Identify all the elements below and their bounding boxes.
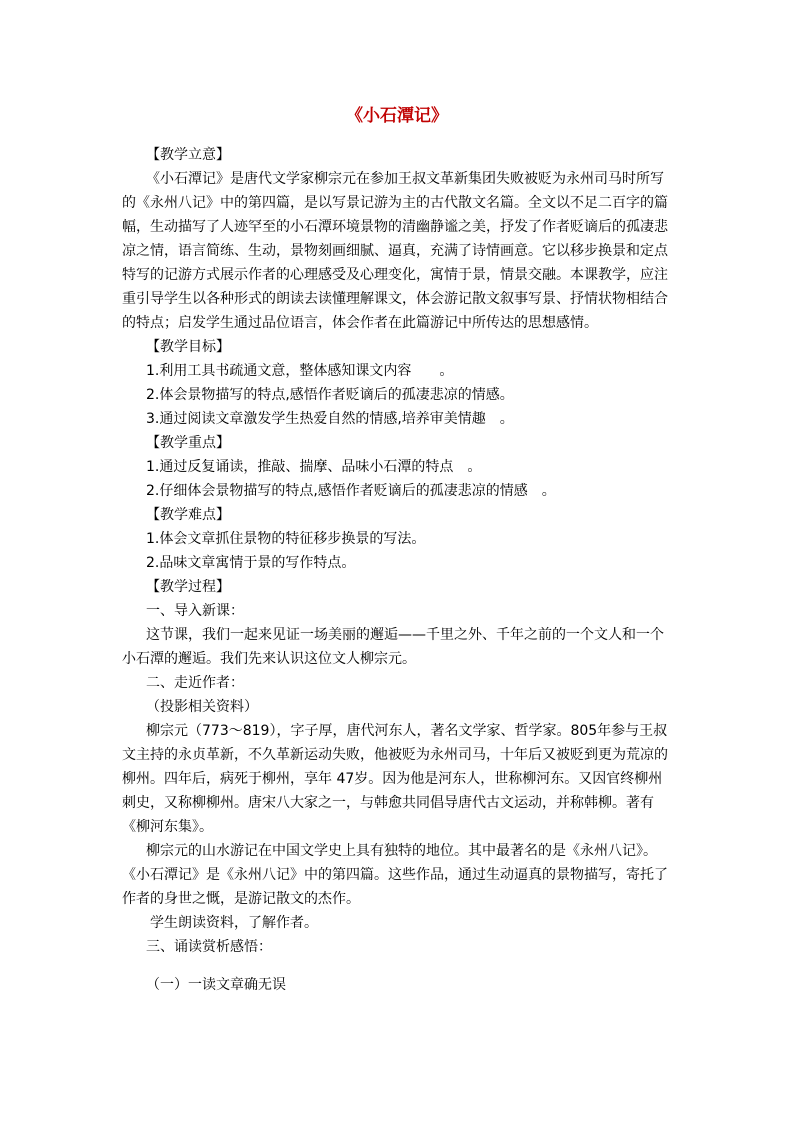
list-item: 1.利用工具书疏通文意，整体感知课文内容 。 <box>146 363 454 379</box>
paragraph-line: 《柳河东集》。 <box>122 819 213 835</box>
list-item: 3.通过阅读文章激发学生热爱自然的情感,培养审美情趣 。 <box>146 411 514 427</box>
section-heading-goals: 【教学目标】 <box>146 339 230 355</box>
document-title: 《小石潭记》 <box>346 106 448 126</box>
paragraph-line: 《小石潭记》是唐代文学家柳宗元在参加王叔文革新集团失败被贬为永州司马时所写 <box>146 171 664 187</box>
section-heading-difficult: 【教学难点】 <box>146 507 230 523</box>
sub-step-heading: （一）一读文章确无误 <box>146 977 286 993</box>
paragraph-line: 学生朗读资料，了解作者。 <box>150 915 318 931</box>
paragraph-line: 特写的记游方式展示作者的心理感受及心理变化，寓情于景，情景交融。本课教学，应注 <box>122 267 668 283</box>
paragraph-line: 刺史，又称柳柳州。唐宋八大家之一，与韩愈共同倡导唐代古文运动，并称韩柳。著有 <box>122 795 654 811</box>
note-text: （投影相关资料） <box>146 699 258 715</box>
list-item: 2.体会景物描写的特点,感悟作者贬谪后的孤凄悲凉的情感。 <box>146 387 514 403</box>
paragraph-line: 这节课，我们一起来见证一场美丽的邂逅——千里之外、千年之前的一个文人和一个 <box>146 627 664 643</box>
step-heading: 二、走近作者： <box>146 675 244 691</box>
paragraph-line: 幅，生动描写了人迹罕至的小石潭环境景物的清幽静谧之美，抒发了作者贬谪后的孤凄悲 <box>122 219 668 235</box>
section-heading-key: 【教学重点】 <box>146 435 230 451</box>
list-item: 1.通过反复诵读，推敲、揣摩、品味小石潭的特点 。 <box>146 459 482 475</box>
step-heading: 三、诵读赏析感悟： <box>146 939 272 955</box>
paragraph-line: 柳州。四年后，病死于柳州，享年 47岁。因为他是河东人，世称柳河东。又因官终柳州 <box>122 771 663 787</box>
step-heading: 一、导入新课： <box>146 603 244 619</box>
list-item: 2.品味文章寓情于景的写作特点。 <box>146 555 356 571</box>
paragraph-line: 重引导学生以各种形式的朗读去读懂理解课文，体会游记散文叙事写景、抒情状物相结合 <box>122 291 668 307</box>
paragraph-line: 文主持的永贞革新，不久革新运动失败，他被贬为永州司马，十年后又被贬到更为荒凉的 <box>122 747 668 763</box>
paragraph-line: 柳宗元的山水游记在中国文学史上具有独特的地位。其中最著名的是《永州八记》。 <box>146 843 657 859</box>
paragraph-line: 小石潭的邂逅。我们先来认识这位文人柳宗元。 <box>122 651 416 667</box>
list-item: 1.体会文章抓住景物的特征移步换景的写法。 <box>146 531 426 547</box>
section-heading-intent: 【教学立意】 <box>146 147 230 163</box>
list-item: 2.仔细体会景物描写的特点,感悟作者贬谪后的孤凄悲凉的情感 。 <box>146 483 556 499</box>
paragraph-line: 《小石潭记》是《永州八记》中的第四篇。这些作品，通过生动逼真的景物描写，寄托了 <box>122 867 668 883</box>
paragraph-line: 的特点；启发学生通过品位语言，体会作者在此篇游记中所传达的思想感情。 <box>122 315 598 331</box>
paragraph-line: 的《永州八记》中的第四篇，是以写景记游为主的古代散文名篇。全文以不足二百字的篇 <box>122 195 668 211</box>
section-heading-process: 【教学过程】 <box>146 579 230 595</box>
paragraph-line: 作者的身世之慨，是游记散文的杰作。 <box>122 891 360 907</box>
paragraph-line: 柳宗元（773～819），字子厚，唐代河东人，著名文学家、哲学家。805年参与王叔 <box>146 723 668 739</box>
paragraph-line: 凉之情，语言简练、生动，景物刻画细腻、逼真，充满了诗情画意。它以移步换景和定点 <box>122 243 668 259</box>
